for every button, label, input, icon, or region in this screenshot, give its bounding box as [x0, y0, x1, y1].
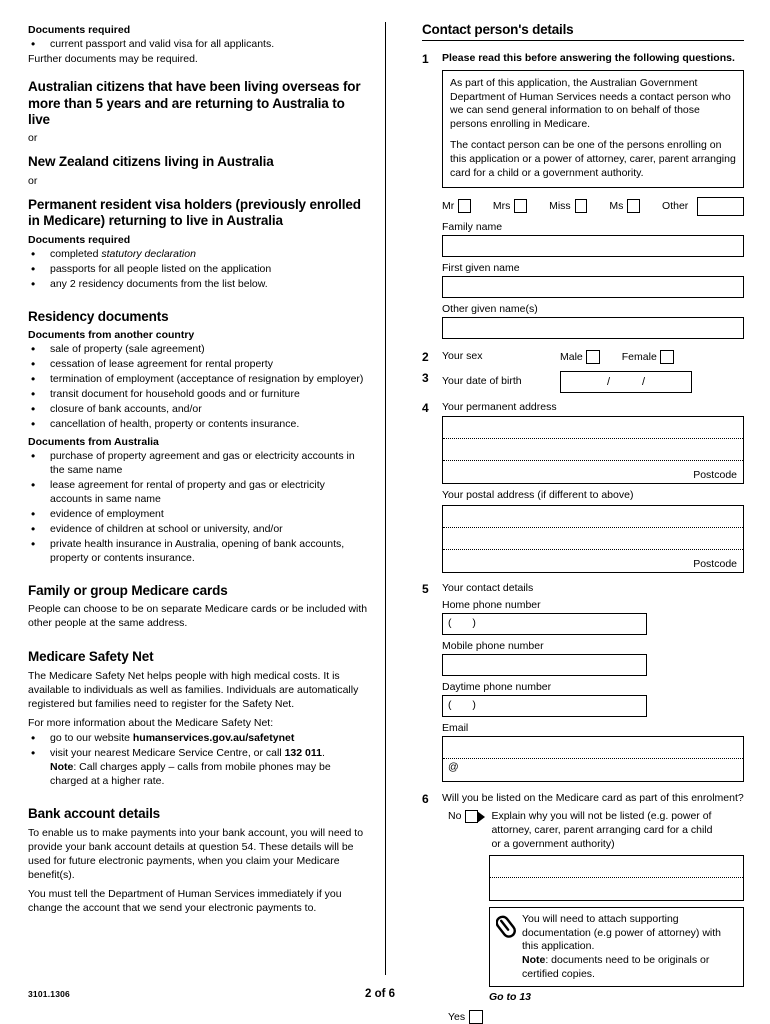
- or-separator-2: or: [28, 174, 38, 187]
- list-item: [28, 732, 368, 746]
- input-mobile-phone[interactable]: [442, 654, 647, 676]
- input-other-given-names[interactable]: [442, 317, 744, 339]
- bullet-prefix: go to our website: [50, 732, 133, 745]
- input-permanent-address[interactable]: [442, 416, 744, 484]
- question-number: 1: [422, 52, 429, 66]
- safety-net-paragraph-2: For more information about the Medicare Safety Net:: [28, 716, 274, 729]
- question-number: 3: [422, 370, 429, 385]
- heading-docs-from-australia: Documents from Australia: [28, 436, 159, 449]
- input-first-given-name[interactable]: [442, 276, 744, 298]
- paperclip-icon: [496, 914, 516, 945]
- label-postcode: Postcode: [693, 469, 737, 482]
- list-item: • sale of property (sale agreement): [28, 343, 368, 357]
- question-1-info-box: [442, 70, 744, 188]
- list-item: [28, 248, 368, 262]
- date-separator-1: /: [606, 375, 610, 388]
- list-item: • current passport and valid visa for all applicants.: [28, 38, 368, 52]
- email-at-symbol: @: [448, 760, 459, 773]
- documents-required-heading-2: Documents required: [28, 233, 131, 246]
- label-daytime-phone: Daytime phone number: [442, 680, 552, 693]
- address-line-postcode[interactable]: [443, 461, 743, 483]
- question-1: [422, 52, 744, 339]
- no-instruction-text: Explain why you will not be listed (e.g. power of attorney, carer, parent arranging card for a child or a government authority): [491, 810, 713, 850]
- label-permanent-address: Your permanent address: [442, 400, 557, 413]
- attachment-note-text: [522, 913, 736, 981]
- bullet-prefix: visit your nearest Medicare Service Centre, or call: [50, 747, 285, 760]
- input-title-other[interactable]: [697, 197, 744, 216]
- date-separator-2: /: [642, 375, 646, 388]
- checkbox-answer-yes[interactable]: [469, 1010, 483, 1024]
- input-explain-reason[interactable]: [489, 855, 744, 901]
- question-number: 5: [422, 581, 429, 596]
- question-3: [422, 371, 744, 393]
- checkbox-sex-female[interactable]: [660, 350, 674, 364]
- input-postal-address[interactable]: [442, 505, 744, 573]
- checkbox-sex-male[interactable]: [586, 350, 600, 364]
- bank-account-paragraph-1: To enable us to make payments into your bank account, you will need to provide your bank account details at question 54. These details will be used for future electronic payments, when you claim your Medicare benefit(s).: [28, 826, 364, 881]
- note-sentence-2: : documents need to be originals or certified copies.: [522, 954, 710, 980]
- checkbox-title-ms[interactable]: [627, 199, 639, 213]
- list-item: • private health insurance in Australia, opening of bank accounts, property or contents insurance.: [28, 538, 368, 566]
- list-item: • cancellation of health, property or contents insurance.: [28, 418, 368, 432]
- right-column: [422, 22, 744, 1024]
- question-3-label: Your date of birth: [442, 374, 522, 387]
- label-sex-male: Male: [560, 350, 583, 363]
- input-date-of-birth[interactable]: [560, 371, 692, 393]
- home-phone-area-code-prefix: ( ): [448, 616, 485, 629]
- list-item: [28, 747, 368, 789]
- question-2-label: Your sex: [442, 349, 483, 362]
- list-item: • evidence of children at school or university, and/or: [28, 523, 368, 537]
- checkbox-title-mrs[interactable]: [514, 199, 526, 213]
- list-item: • cessation of lease agreement for rental property: [28, 358, 368, 372]
- question-number: 4: [422, 400, 429, 415]
- question-4: [422, 401, 744, 573]
- heading-nz-citizens: New Zealand citizens living in Australia: [28, 154, 274, 170]
- safetynet-website-link[interactable]: humanservices.gov.au/safetynet: [132, 732, 295, 745]
- question-5-label: Your contact details: [442, 581, 534, 594]
- label-family-name: Family name: [442, 220, 503, 233]
- question-6-answer-area: [489, 855, 744, 1003]
- question-number: 6: [422, 791, 429, 806]
- title-options-row: [442, 197, 744, 216]
- label-home-phone: Home phone number: [442, 598, 541, 611]
- explain-line-1[interactable]: [490, 856, 743, 878]
- heading-docs-another-country: Documents from another country: [28, 329, 195, 342]
- label-answer-no: No: [448, 810, 462, 823]
- page-number: 2 of 6: [365, 988, 396, 1000]
- phone-number-132011: 132 011: [284, 747, 322, 760]
- question-1-title: Please read this before answering the following questions.: [442, 52, 735, 64]
- postal-line-1[interactable]: [443, 506, 743, 528]
- label-sex-female: Female: [621, 350, 657, 363]
- left-column: [28, 24, 368, 917]
- documents-required-list-1: [28, 38, 368, 52]
- page-title: Contact person's details: [422, 22, 744, 41]
- email-line-1[interactable]: [443, 737, 743, 759]
- further-documents-note: Further documents may be required.: [28, 53, 198, 66]
- note-label: Note: [522, 954, 546, 967]
- bank-account-paragraph-2: You must tell the Department of Human Services immediately if you change the account that we send your electronic payments to.: [28, 887, 342, 914]
- label-answer-yes: Yes: [448, 1010, 466, 1023]
- form-code: 3101.1306: [28, 989, 70, 999]
- heading-medicare-safety-net: Medicare Safety Net: [28, 649, 154, 665]
- info-paragraph-1: As part of this application, the Australian Government Department of Human Services needs a contact person who we can send general information to on behalf of those persons enrolling in Medicare.: [450, 76, 731, 131]
- address-line-1[interactable]: [443, 417, 743, 439]
- note-sentence-1: You will need to attach supporting documentation (e.g power of attorney) with this application.: [522, 913, 722, 953]
- family-group-cards-body: People can choose to be on separate Medicare cards or be included with other people at the same address.: [28, 603, 368, 630]
- explain-line-2[interactable]: [490, 878, 743, 900]
- checkbox-answer-no[interactable]: [465, 810, 478, 823]
- heading-australian-citizens: Australian citizens that have been living overseas for more than 5 years and are returning to Australia to live: [28, 79, 361, 127]
- title-label-mr: Mr: [442, 200, 455, 213]
- title-label-ms: Ms: [609, 200, 624, 213]
- heading-permanent-resident: Permanent resident visa holders (previously enrolled in Medicare) returning to live in Australia: [28, 196, 361, 229]
- title-label-mrs: Mrs: [492, 200, 511, 213]
- checkbox-title-mr[interactable]: [458, 199, 470, 213]
- label-other-given-names: Other given name(s): [442, 302, 538, 315]
- list-item: • passports for all people listed on the application: [28, 263, 368, 277]
- question-2: [422, 350, 744, 364]
- question-6-text: Will you be listed on the Medicare card as part of this enrolment?: [442, 791, 744, 804]
- safety-net-list: [28, 732, 368, 789]
- input-family-name[interactable]: [442, 235, 744, 257]
- input-email[interactable]: [442, 736, 744, 782]
- docs-another-country-list: [28, 343, 368, 432]
- checkbox-title-miss[interactable]: [575, 199, 587, 213]
- input-home-phone[interactable]: [442, 613, 647, 635]
- question-6-no-row: [442, 810, 744, 851]
- list-item: • closure of bank accounts, and/or: [28, 403, 368, 417]
- or-separator-1: or: [28, 132, 38, 145]
- label-postal-address: Your postal address (if different to above): [442, 489, 634, 502]
- docs-from-australia-list: [28, 450, 368, 566]
- question-6: [422, 792, 744, 1024]
- note-label: Note: [50, 761, 74, 774]
- question-5: [422, 582, 744, 782]
- question-2-row: [442, 350, 744, 364]
- postal-line-postcode[interactable]: [443, 550, 743, 572]
- heading-bank-account-details: Bank account details: [28, 806, 161, 822]
- attachment-note-box: [489, 907, 744, 987]
- list-item: • evidence of employment: [28, 508, 368, 522]
- question-6-yes-row: [448, 1010, 744, 1024]
- label-mobile-phone: Mobile phone number: [442, 639, 544, 652]
- go-to-13-instruction: Go to 13: [489, 991, 532, 1004]
- daytime-phone-area-code-prefix: ( ): [448, 698, 485, 711]
- list-item: • lease agreement for rental of property and gas or electricity accounts in same name: [28, 479, 368, 507]
- list-item: • termination of employment (acceptance of resignation by employer): [28, 373, 368, 387]
- column-divider: [385, 22, 386, 975]
- input-daytime-phone[interactable]: [442, 695, 647, 717]
- list-item: • any 2 residency documents from the list below.: [28, 278, 368, 292]
- bullet-suffix: .: [321, 747, 325, 760]
- title-label-other: Other: [662, 200, 689, 213]
- safety-net-paragraph-1: The Medicare Safety Net helps people with high medical costs. It is available to individuals as well as families. Individuals are automatically registered but families need to register for the Safety Net.: [28, 669, 359, 710]
- question-3-row: [442, 371, 744, 393]
- label-postcode: Postcode: [693, 557, 737, 570]
- list-item: • purchase of property agreement and gas or electricity accounts in the same name: [28, 450, 368, 478]
- label-email: Email: [442, 721, 469, 734]
- statutory-declaration-italic: statutory declaration: [101, 247, 196, 260]
- address-line-2[interactable]: [443, 439, 743, 461]
- list-item: • transit document for household goods and or furniture: [28, 388, 368, 402]
- title-label-miss: Miss: [549, 200, 571, 213]
- email-line-2[interactable]: [443, 759, 743, 781]
- postal-line-2[interactable]: [443, 528, 743, 550]
- question-number: 2: [422, 349, 429, 364]
- bullet-prefix: completed: [50, 247, 102, 260]
- label-first-given-name: First given name: [442, 261, 520, 274]
- note-text: : Call charges apply – calls from mobile phones may be charged at a higher rate.: [50, 761, 331, 788]
- info-paragraph-2: The contact person can be one of the persons enrolling on this application or a power of attorney, carer, parent arranging card for a child or a government authority.: [450, 139, 736, 179]
- heading-residency-documents: Residency documents: [28, 308, 169, 324]
- documents-required-list-2: [28, 248, 368, 292]
- documents-required-heading-1: Documents required: [28, 24, 131, 36]
- heading-family-group-cards: Family or group Medicare cards: [28, 582, 228, 598]
